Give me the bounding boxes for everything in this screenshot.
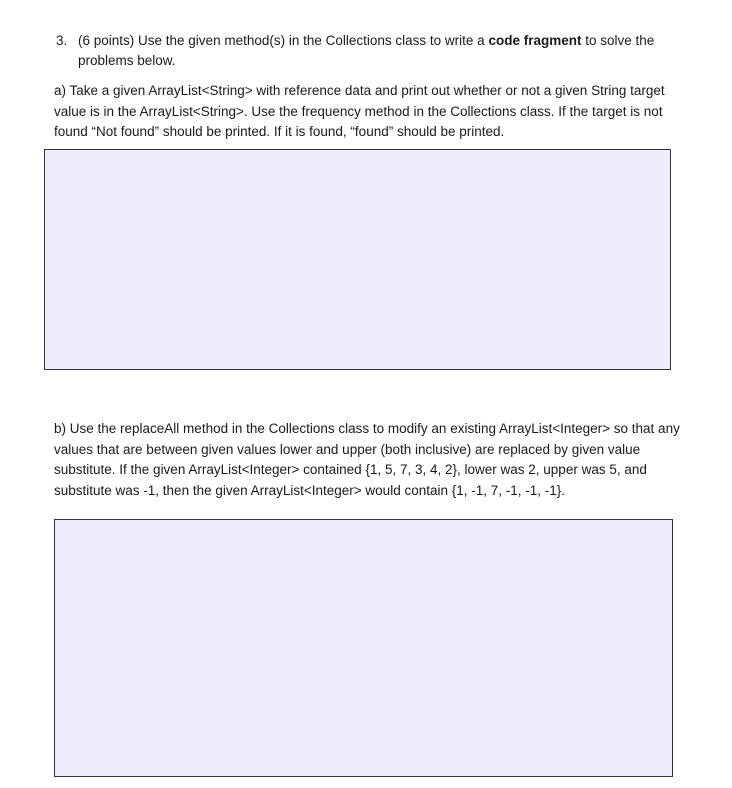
part-b-prompt: b) Use the replaceAll method in the Collections class to modify an existing ArrayList<Integer> so that any values that are between given values lower and upper (both inclusive) are replaced by given value substitute. If the given ArrayList<Integer> contained {1, 5, 7, 3, 4, 2}, lower was 2, upper was 5, and substitute was -1, then the given ArrayList<Integer> would contain {1, -1, 7, -1, -1, -1}. xyxy=(54,421,680,498)
question-bold-text: code fragment xyxy=(488,33,582,48)
answer-box-part-a[interactable] xyxy=(44,149,671,370)
question-text-after: to solve the problems below. xyxy=(78,33,655,68)
question-text-before: (6 points) Use the given method(s) in the Collections class to write a xyxy=(78,33,489,48)
question-header xyxy=(56,31,676,71)
answer-box-part-b[interactable] xyxy=(54,519,673,777)
question-prompt xyxy=(78,31,676,71)
part-a-prompt: a) Take a given ArrayList<String> with reference data and print out whether or not a given String target value is in the ArrayList<String>. Use the frequency method in the Collections class. If the target is not found “Not found” should be printed. If it is found, “found” should be printed. xyxy=(54,83,665,139)
question-number: 3. xyxy=(56,33,68,48)
